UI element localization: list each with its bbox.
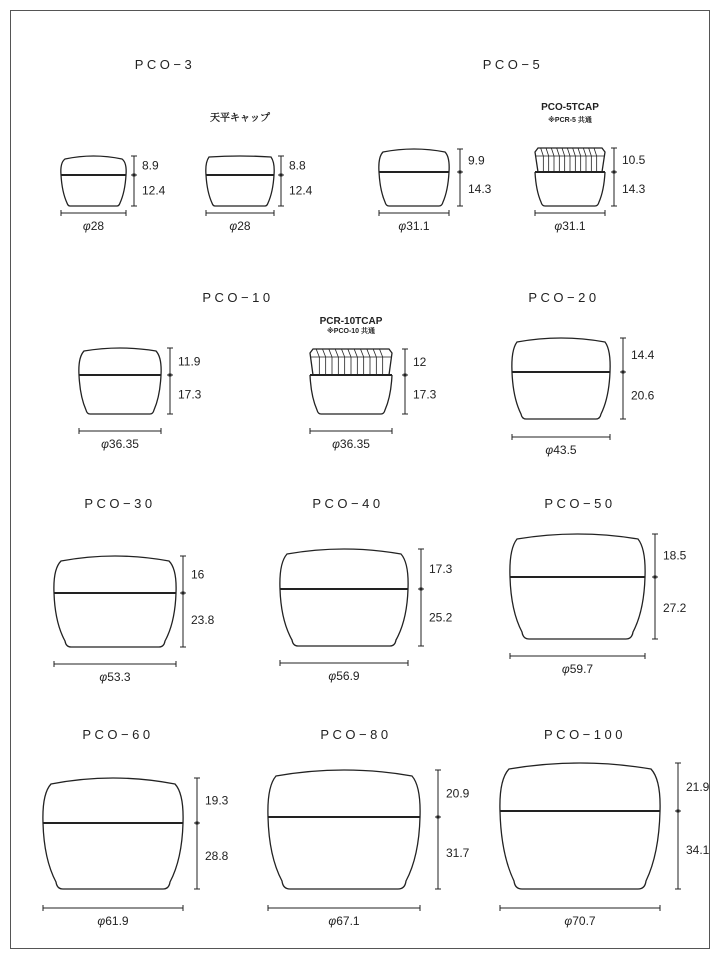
product-pco10: [79, 290, 274, 451]
product-pco20: [512, 290, 655, 457]
diameter-value: 53.3: [107, 670, 131, 684]
diameter-value: 70.7: [572, 914, 596, 928]
cap-height-label: 18.5: [663, 548, 687, 563]
cap-height-label: 14.4: [631, 348, 655, 362]
body-height-label: 20.6: [631, 388, 655, 403]
jar-body-outline: [54, 593, 176, 647]
dimension-joint: [622, 371, 625, 374]
diameter-value: 56.9: [336, 669, 360, 683]
product-title: PCO−50: [544, 496, 616, 511]
cap-outline: [268, 770, 420, 817]
diameter-symbol: φ: [97, 914, 106, 928]
diameter-value: 43.5: [553, 443, 577, 457]
cap-outline: [512, 338, 610, 372]
diameter-label: [545, 443, 577, 457]
product-title: PCO−80: [320, 727, 392, 742]
cap-outline: [61, 156, 126, 175]
dimension-joint: [169, 374, 172, 377]
diameter-symbol: φ: [229, 219, 238, 233]
cap-height-label: 19.3: [205, 793, 229, 808]
diameter-label: [97, 914, 129, 928]
product-subnote: ※PCR-5 共通: [548, 117, 592, 124]
product-pcr10tcap: [310, 316, 437, 451]
dimension-joint: [280, 174, 283, 177]
product-pco100: [500, 727, 710, 928]
body-height-label: 34.1: [686, 843, 710, 857]
body-height-label: 25.2: [429, 610, 453, 625]
product-pco5tcap: [535, 102, 646, 233]
cap-height-label: 8.8: [289, 158, 306, 173]
cap-height-label: 16: [191, 567, 205, 582]
product-title: PCO−30: [84, 496, 156, 511]
diameter-label: [101, 437, 139, 451]
product-title: PCO−100: [544, 727, 626, 742]
cap-height-label: 21.9: [686, 780, 710, 794]
diameter-value: 36.35: [108, 437, 139, 451]
diameter-label: [332, 437, 370, 451]
body-height-label: 17.3: [413, 387, 437, 402]
diameter-symbol: φ: [554, 219, 563, 233]
cap-outline: [79, 348, 161, 375]
diameter-symbol: φ: [545, 443, 554, 457]
diameter-symbol: φ: [101, 437, 109, 451]
product-pco3-flat: [206, 111, 313, 233]
cap-outline: [43, 778, 183, 823]
diameter-label: [398, 219, 430, 233]
diameter-value: 36.35: [339, 437, 370, 451]
diameter-label: [554, 219, 586, 233]
dimension-joint: [437, 816, 440, 819]
product-title: PCO−20: [528, 290, 600, 305]
cap-height-label: 20.9: [446, 786, 470, 801]
product-pco3: [61, 57, 195, 233]
diameter-value: 59.7: [569, 662, 594, 676]
diameter-value: 28: [237, 219, 251, 233]
jar-body-outline: [379, 172, 449, 206]
product-drawings: [43, 57, 710, 928]
product-pco50: [510, 496, 687, 676]
dimension-joint: [404, 374, 407, 377]
dimension-joint: [182, 592, 185, 595]
cap-height-label: 11.9: [178, 354, 201, 369]
diameter-symbol: φ: [332, 437, 340, 451]
product-pco5: [379, 57, 543, 233]
diameter-symbol: φ: [82, 219, 91, 233]
cap-height-label: 8.9: [142, 158, 159, 173]
product-pco30: [54, 496, 215, 684]
jar-body-outline: [43, 823, 183, 889]
dimension-joint: [420, 588, 423, 591]
product-title: PCO−40: [312, 496, 384, 511]
dimension-joint: [677, 810, 680, 813]
diameter-label: [229, 219, 251, 233]
jar-body-outline: [280, 589, 408, 646]
jar-body-outline: [61, 175, 126, 206]
diameter-value: 61.9: [105, 914, 129, 928]
jar-body-outline: [500, 811, 660, 889]
body-height-label: 14.3: [468, 182, 492, 196]
product-pco40: [280, 496, 453, 683]
diameter-symbol: φ: [564, 914, 573, 928]
product-pco60: [43, 727, 229, 928]
diameter-value: 31.1: [562, 219, 586, 233]
product-title: PCO−10: [202, 290, 274, 305]
diameter-symbol: φ: [328, 914, 337, 928]
diameter-label: [328, 914, 360, 928]
cap-outline: [500, 763, 660, 811]
body-height-label: 28.8: [205, 849, 229, 863]
diameter-value: 67.1: [336, 914, 360, 928]
product-subnote: ※PCO-10 共通: [326, 328, 376, 335]
diameter-value: 31.1: [406, 219, 430, 233]
diameter-symbol: φ: [328, 669, 337, 683]
product-title: PCO−3: [134, 57, 196, 72]
diameter-label: [99, 670, 131, 684]
product-note: 天平キャップ: [210, 113, 270, 124]
dimension-joint: [133, 174, 136, 177]
cap-outline: [54, 556, 176, 593]
cap-outline: [379, 149, 449, 172]
jar-body-outline: [79, 375, 161, 414]
cap-height-label: 17.3: [429, 562, 453, 576]
product-title: PCO−5: [482, 57, 544, 72]
body-height-label: 23.8: [191, 613, 215, 627]
diameter-label: [562, 662, 594, 676]
body-height-label: 12.4: [142, 183, 166, 198]
body-height-label: 17.3: [178, 387, 202, 402]
body-height-label: 31.7: [446, 846, 470, 860]
body-height-label: 27.2: [663, 601, 687, 615]
cap-height-label: 10.5: [622, 153, 646, 167]
jar-body-outline: [510, 577, 645, 639]
cap-height-label: 12: [413, 355, 427, 369]
cap-height-label: 9.9: [468, 153, 485, 168]
dimension-joint: [654, 576, 657, 579]
diameter-symbol: φ: [561, 662, 570, 676]
jar-body-outline: [512, 372, 610, 419]
diameter-label: [328, 669, 360, 683]
dimension-joint: [196, 822, 199, 825]
cap-outline: [280, 549, 408, 589]
product-title: PCO−60: [82, 727, 154, 742]
jar-body-outline: [206, 175, 274, 206]
jar-body-outline: [535, 172, 605, 206]
body-height-label: 14.3: [622, 182, 646, 196]
diameter-label: [564, 914, 596, 928]
cap-outline: [206, 156, 274, 175]
cap-outline: [510, 534, 645, 577]
jar-body-outline: [310, 375, 392, 414]
diameter-symbol: φ: [99, 670, 108, 684]
product-note: PCO-5TCAP: [541, 102, 599, 113]
body-height-label: 12.4: [289, 183, 313, 198]
product-pco80: [268, 727, 470, 928]
product-note: PCR-10TCAP: [319, 316, 383, 327]
diameter-label: [83, 219, 105, 233]
jar-body-outline: [268, 817, 420, 889]
dimension-joint: [613, 171, 616, 174]
diameter-value: 28: [90, 219, 105, 233]
dimension-joint: [459, 171, 462, 174]
diameter-symbol: φ: [398, 219, 407, 233]
